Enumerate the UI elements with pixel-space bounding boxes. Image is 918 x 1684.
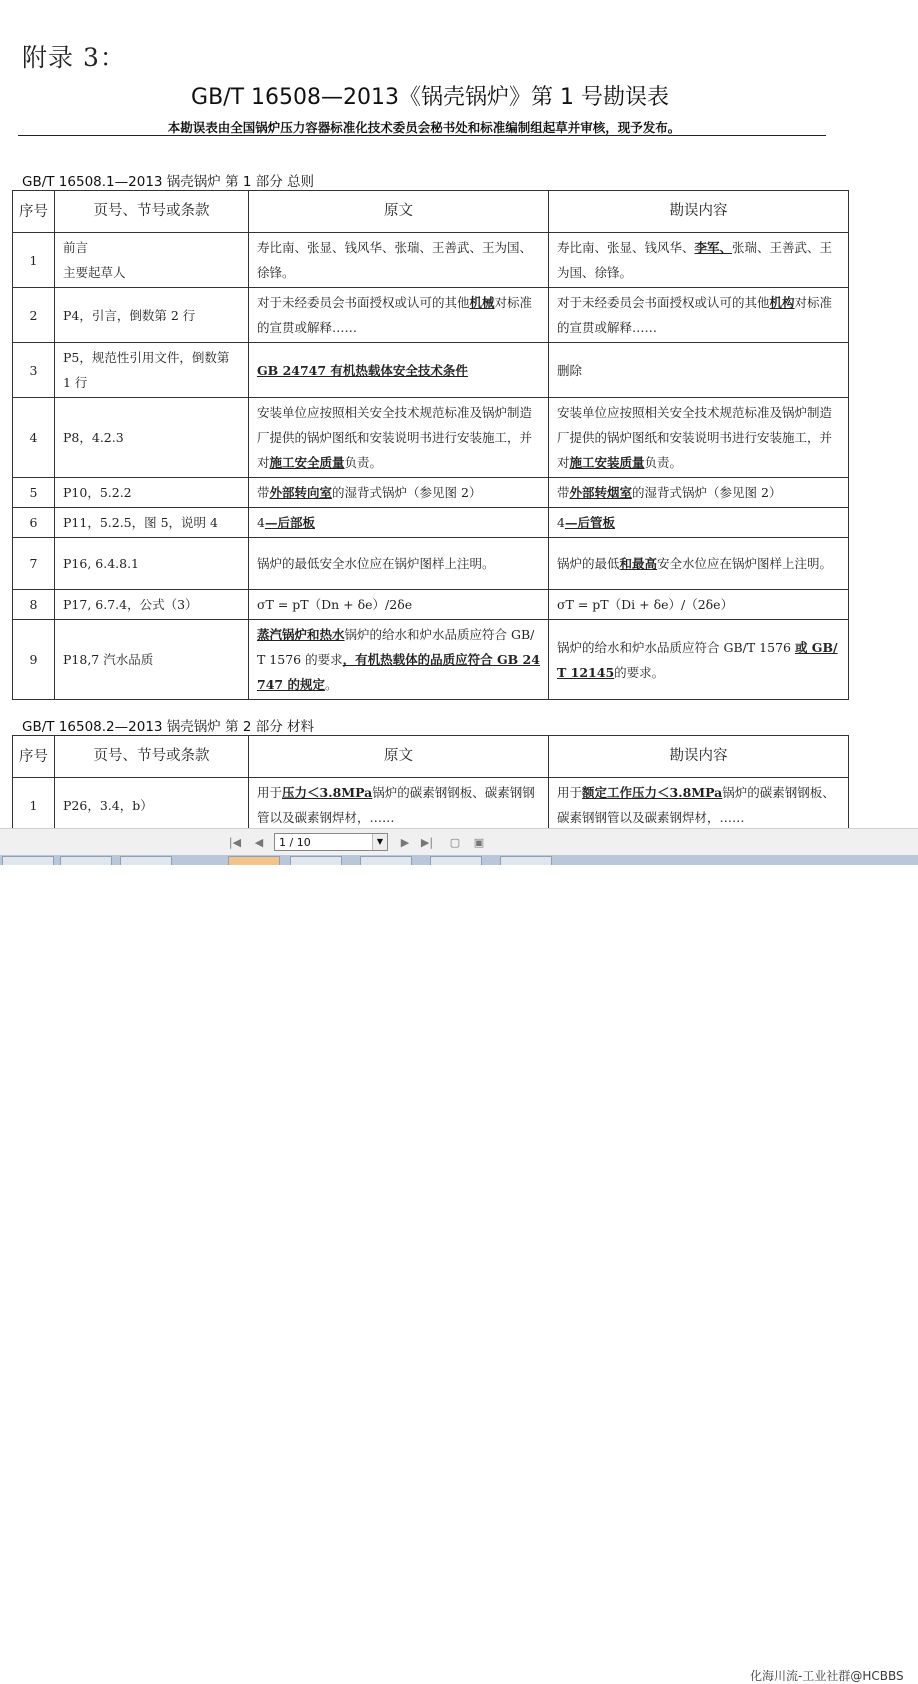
text-segment: 寿比南、张显、钱风华、 — [557, 240, 695, 255]
highlighted-change: 和最高 — [619, 556, 658, 571]
table-row — [13, 620, 849, 700]
page-number-select[interactable] — [274, 833, 388, 851]
row-original-text — [249, 233, 549, 288]
title-divider — [18, 135, 826, 136]
errata-table-part1 — [12, 190, 849, 700]
table-row — [13, 233, 849, 288]
text-segment: 安装单位应按照相关安全技术规范标准及锅炉制造厂提供的锅炉图纸和安装说明书进行安装施工，并对 — [557, 405, 833, 470]
row-location: P18,7 汽水品质 — [55, 620, 249, 700]
row-number: 1 — [13, 233, 55, 288]
table-header-row — [13, 736, 849, 778]
row-original-text — [249, 478, 549, 508]
page-number-value: 1 / 10 — [279, 836, 311, 849]
text-segment: 用于 — [557, 785, 583, 800]
highlighted-change: 李军、 — [694, 240, 733, 255]
highlighted-change: 外部转向室 — [269, 485, 333, 500]
section-2-heading: GB/T 16508.2—2013 锅壳锅炉 第 2 部分 材料 — [22, 719, 315, 735]
row-number: 6 — [13, 508, 55, 538]
text-segment: 负责。 — [644, 455, 683, 470]
row-number: 2 — [13, 288, 55, 343]
row-corrected-text — [549, 508, 849, 538]
row-original-text — [249, 620, 549, 700]
header-no: 序号 — [13, 736, 55, 778]
text-segment: 锅炉的碳素钢钢板、碳素钢钢管以及碳素钢焊材，…… — [257, 785, 535, 825]
highlighted-change: —后部板 — [264, 515, 315, 530]
text-segment: 锅炉的最低安全水位应在锅炉图样上注明。 — [257, 556, 495, 571]
header-location: 页号、节号或条款 — [55, 191, 249, 233]
highlighted-change: 压力＜3.8MPa — [282, 785, 373, 800]
text-segment: 安装单位应按照相关安全技术规范标准及锅炉制造厂提供的锅炉图纸和安装说明书进行安装施工，并对 — [257, 405, 533, 470]
row-location: P26，3.4，b） — [55, 778, 249, 829]
row-corrected-text — [549, 343, 849, 398]
row-original-text — [249, 538, 549, 590]
text-segment: σT = pT（Di + δe）/（2δe） — [557, 597, 734, 612]
single-page-icon[interactable]: ▢ — [449, 835, 461, 849]
chevron-down-icon[interactable]: ▼ — [372, 834, 387, 850]
row-number: 3 — [13, 343, 55, 398]
text-segment: 对于未经委员会书面授权或认可的其他 — [557, 295, 770, 310]
highlighted-change: 或 GB/T 12145 — [557, 639, 838, 680]
row-corrected-text — [549, 288, 849, 343]
two-page-icon[interactable]: ▣ — [473, 835, 485, 849]
text-segment: σT = pT（Dn + δe）/2δe — [257, 597, 413, 612]
text-segment: 对于未经委员会书面授权或认可的其他 — [257, 295, 470, 310]
text-segment: 带 — [557, 485, 570, 500]
taskbar-item[interactable] — [120, 856, 172, 865]
row-original-text — [249, 343, 549, 398]
table-row — [13, 508, 849, 538]
text-segment: 的湿背式锅炉（参见图 2） — [332, 485, 482, 500]
text-segment: 带 — [257, 485, 270, 500]
highlighted-change: —后管板 — [564, 515, 615, 530]
last-page-icon[interactable]: ▶| — [420, 835, 434, 849]
text-segment: 负责。 — [344, 455, 383, 470]
row-original-text — [249, 398, 549, 478]
text-segment: 的要求。 — [614, 664, 665, 680]
viewer-toolbar — [0, 828, 918, 1683]
highlighted-change: 外部转烟室 — [569, 485, 633, 500]
header-location: 页号、节号或条款 — [55, 736, 249, 778]
row-original-text — [249, 590, 549, 620]
taskbar-item[interactable] — [290, 856, 342, 865]
row-corrected-text — [549, 590, 849, 620]
row-location: P4，引言，倒数第 2 行 — [55, 288, 249, 343]
document-subtitle: 本勘误表由全国锅炉压力容器标准化技术委员会秘书处和标准编制组起草并审核，现予发布。 — [167, 120, 681, 135]
text-segment: 对标准的宣贯或解释…… — [557, 295, 833, 335]
highlighted-change: ，有机热载体的品质应符合 GB 24747 的规定 — [257, 652, 540, 692]
header-original: 原文 — [249, 191, 549, 233]
row-number: 8 — [13, 590, 55, 620]
text-segment: 寿比南、张显、钱风华、张瑞、王善武、王为国、徐锋。 — [257, 240, 533, 280]
row-corrected-text — [549, 538, 849, 590]
text-segment: 张瑞、王善武、王为国、徐锋。 — [557, 240, 833, 280]
first-page-icon[interactable]: |◀ — [228, 835, 242, 849]
row-location: P16, 6.4.8.1 — [55, 538, 249, 590]
row-location: 前言 主要起草人 — [55, 233, 249, 288]
prev-page-icon[interactable]: ◀ — [254, 835, 264, 849]
watermark: 化海川流-工业社群@HCBBS — [750, 1669, 904, 1683]
appendix-label: 附录 3： — [22, 43, 126, 72]
text-segment: 。 — [324, 677, 338, 692]
row-location: P17, 6.7.4，公式（3） — [55, 590, 249, 620]
highlighted-change: GB 24747 有机热载体安全技术条件 — [257, 362, 468, 378]
section-1-heading: GB/T 16508.1—2013 锅壳锅炉 第 1 部分 总则 — [22, 174, 315, 190]
header-no: 序号 — [13, 191, 55, 233]
highlighted-change: 施工安装质量 — [569, 455, 645, 470]
taskbar-item[interactable] — [430, 856, 482, 865]
header-correction: 勘误内容 — [549, 191, 849, 233]
table-row — [13, 478, 849, 508]
table-row — [13, 778, 849, 829]
row-location: P11，5.2.5，图 5，说明 4 — [55, 508, 249, 538]
table-row — [13, 538, 849, 590]
highlighted-change: 施工安全质量 — [269, 455, 345, 470]
row-corrected-text — [549, 778, 849, 829]
text-segment: 锅炉的碳素钢钢板、碳素钢钢管以及碳素钢焊材，…… — [557, 785, 835, 825]
header-original: 原文 — [249, 736, 549, 778]
document-page — [0, 0, 918, 828]
row-original-text — [249, 288, 549, 343]
row-location: P10，5.2.2 — [55, 478, 249, 508]
text-segment: 4 — [257, 515, 265, 530]
header-correction: 勘误内容 — [549, 736, 849, 778]
text-segment: 对标准的宣贯或解释…… — [257, 295, 533, 335]
table-row — [13, 288, 849, 343]
table-row — [13, 590, 849, 620]
row-number: 4 — [13, 398, 55, 478]
text-segment: 用于 — [257, 785, 283, 800]
table-header-row — [13, 191, 849, 233]
row-number: 5 — [13, 478, 55, 508]
document-title: GB/T 16508—2013《锅壳锅炉》第 1 号勘误表 — [191, 85, 669, 110]
row-corrected-text — [549, 620, 849, 700]
row-number: 1 — [13, 778, 55, 829]
text-segment: 删除 — [557, 362, 583, 378]
taskbar — [0, 855, 918, 865]
row-original-text — [249, 508, 549, 538]
next-page-icon[interactable]: ▶ — [400, 835, 410, 849]
taskbar-item-active[interactable] — [228, 856, 280, 865]
text-segment: 锅炉的给水和炉水品质应符合 GB/T 1576 — [557, 639, 795, 655]
taskbar-item[interactable] — [360, 856, 412, 865]
table-row — [13, 398, 849, 478]
table-row — [13, 343, 849, 398]
row-location: P8，4.2.3 — [55, 398, 249, 478]
text-segment: 安全水位应在锅炉图样上注明。 — [657, 556, 833, 571]
taskbar-item[interactable] — [500, 856, 552, 865]
text-segment: 锅炉的最低 — [557, 556, 620, 571]
row-location: P5，规范性引用文件，倒数第 1 行 — [55, 343, 249, 398]
text-segment: 锅炉的给水和炉水品质应符合 GB/T 1576 的要求 — [257, 627, 535, 667]
text-segment: 的湿背式锅炉（参见图 2） — [632, 485, 782, 500]
row-corrected-text — [549, 398, 849, 478]
highlighted-change: 额定工作压力＜3.8MPa — [582, 785, 723, 800]
highlighted-change: 机械 — [469, 295, 495, 310]
row-number: 7 — [13, 538, 55, 590]
text-segment: 4 — [557, 515, 565, 530]
taskbar-item[interactable] — [2, 856, 54, 865]
highlighted-change: 机构 — [769, 295, 795, 310]
row-number: 9 — [13, 620, 55, 700]
row-corrected-text — [549, 233, 849, 288]
row-corrected-text — [549, 478, 849, 508]
taskbar-item[interactable] — [60, 856, 112, 865]
row-original-text — [249, 778, 549, 829]
errata-table-part2 — [12, 735, 849, 828]
highlighted-change: 蒸汽锅炉和热水 — [257, 627, 345, 642]
